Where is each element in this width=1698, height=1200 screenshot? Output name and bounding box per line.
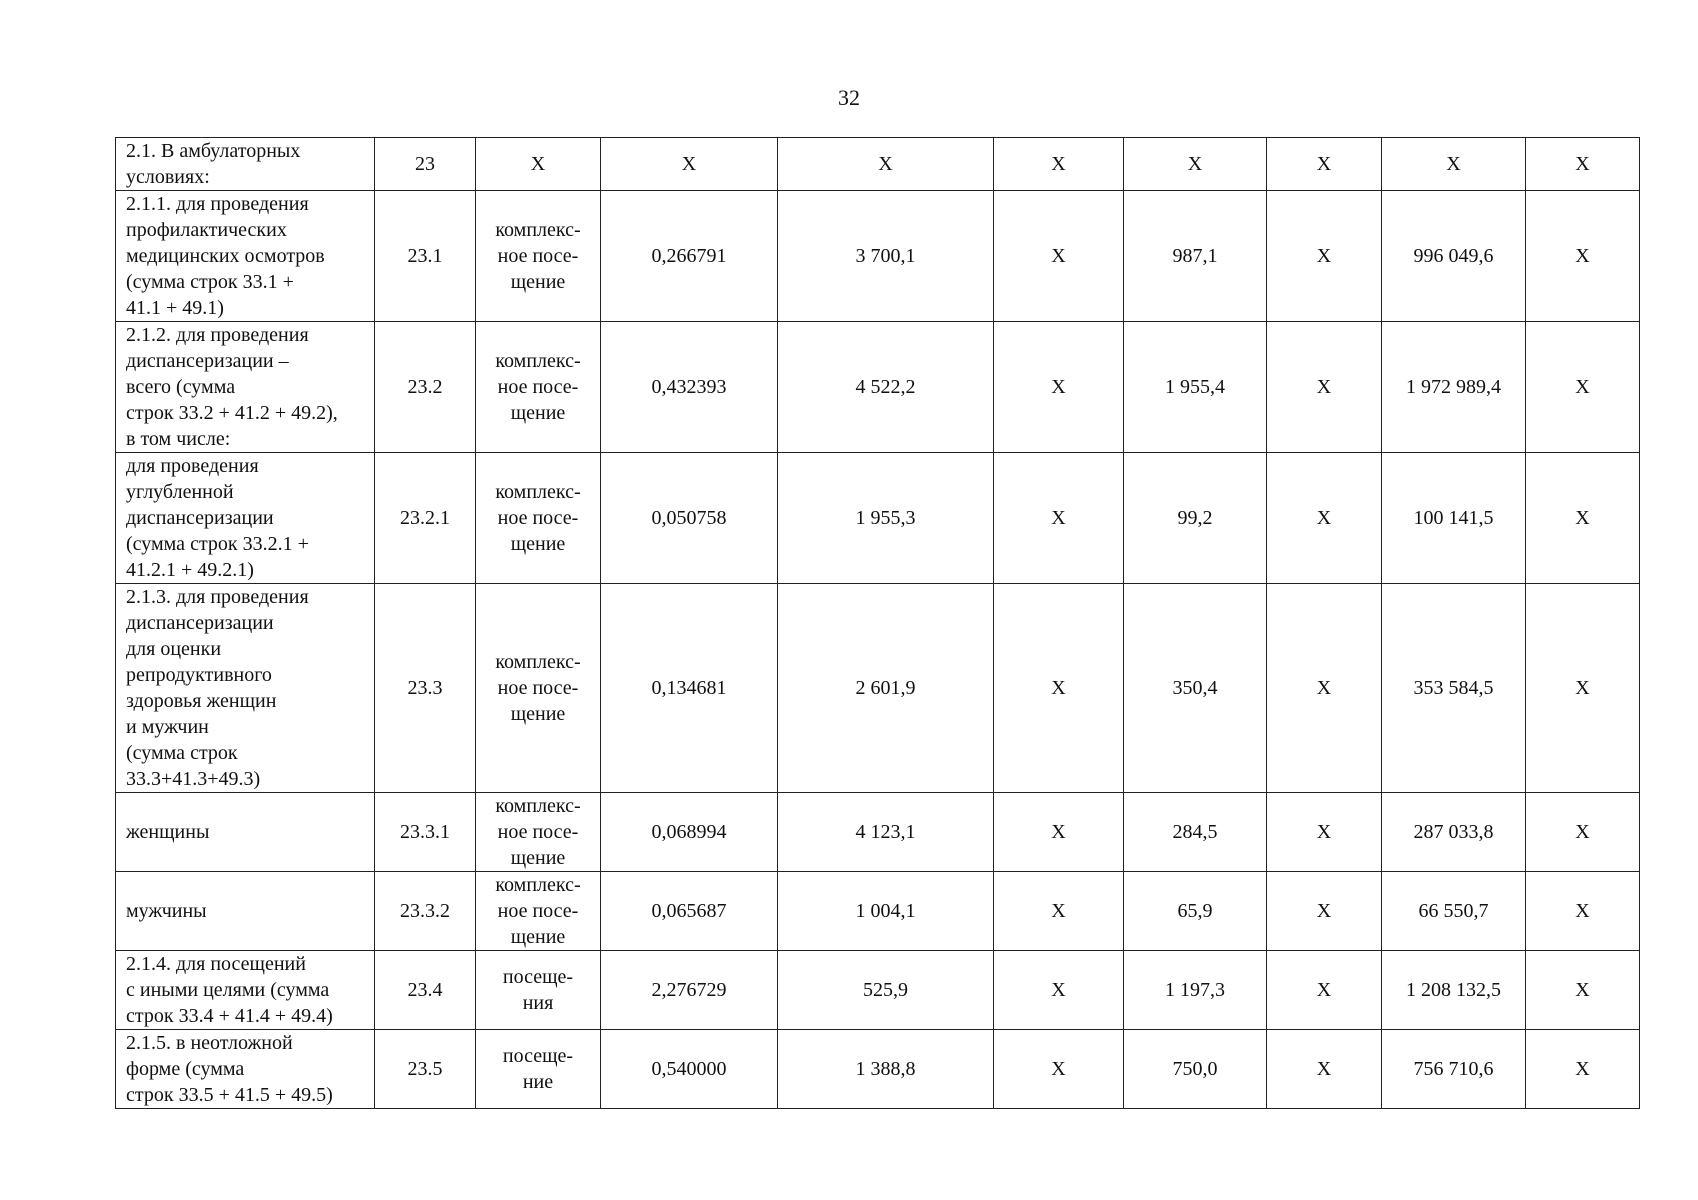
table-cell: 287 033,8 bbox=[1382, 793, 1526, 872]
table-cell: Х bbox=[1267, 793, 1382, 872]
row-unit: комплекс- ное посе- щение bbox=[476, 584, 601, 793]
table-cell: 1 955,3 bbox=[778, 453, 994, 584]
table-cell: 525,9 bbox=[778, 951, 994, 1030]
table-row bbox=[116, 322, 1640, 453]
row-line-number: 23.2.1 bbox=[375, 453, 476, 584]
row-line-number: 23.5 bbox=[375, 1030, 476, 1109]
row-line-number: 23.3 bbox=[375, 584, 476, 793]
table-cell: 65,9 bbox=[1124, 872, 1267, 951]
table-cell: 0,134681 bbox=[601, 584, 778, 793]
row-unit: комплекс- ное посе- щение bbox=[476, 453, 601, 584]
table-cell: 350,4 bbox=[1124, 584, 1267, 793]
table-cell: 2,276729 bbox=[601, 951, 778, 1030]
row-name: 2.1. В амбулаторных условиях: bbox=[116, 138, 375, 191]
table-cell: 750,0 bbox=[1124, 1030, 1267, 1109]
table-cell: 1 197,3 bbox=[1124, 951, 1267, 1030]
table-row bbox=[116, 453, 1640, 584]
table-cell: Х bbox=[1267, 584, 1382, 793]
table-row bbox=[116, 793, 1640, 872]
table-cell: Х bbox=[1267, 138, 1382, 191]
table-cell: Х bbox=[994, 872, 1124, 951]
table-cell: Х bbox=[1526, 1030, 1640, 1109]
row-line-number: 23.4 bbox=[375, 951, 476, 1030]
row-name: 2.1.5. в неотложной форме (сумма строк 33.5 + 41.5 + 49.5) bbox=[116, 1030, 375, 1109]
table-cell: Х bbox=[994, 322, 1124, 453]
table-cell: Х bbox=[994, 138, 1124, 191]
table-cell: Х bbox=[994, 453, 1124, 584]
table-cell: 100 141,5 bbox=[1382, 453, 1526, 584]
table-row bbox=[116, 138, 1640, 191]
table-cell: Х bbox=[1267, 872, 1382, 951]
row-line-number: 23.2 bbox=[375, 322, 476, 453]
table-cell: Х bbox=[1526, 951, 1640, 1030]
services-table bbox=[115, 137, 1640, 1109]
row-unit: посеще- ния bbox=[476, 951, 601, 1030]
row-unit: комплекс- ное посе- щение bbox=[476, 322, 601, 453]
row-name: 2.1.2. для проведения диспансеризации – всего (сумма строк 33.2 + 41.2 + 49.2), в том числе: bbox=[116, 322, 375, 453]
table-cell: 1 208 132,5 bbox=[1382, 951, 1526, 1030]
row-name: женщины bbox=[116, 793, 375, 872]
table-cell: 0,065687 bbox=[601, 872, 778, 951]
table-cell: 3 700,1 bbox=[778, 191, 994, 322]
table-cell: 99,2 bbox=[1124, 453, 1267, 584]
table-cell: 353 584,5 bbox=[1382, 584, 1526, 793]
row-line-number: 23 bbox=[375, 138, 476, 191]
table-cell: Х bbox=[1267, 453, 1382, 584]
page-number: 32 bbox=[838, 85, 860, 110]
table-cell: 0,540000 bbox=[601, 1030, 778, 1109]
table-cell: Х bbox=[1526, 584, 1640, 793]
table-cell: Х bbox=[1267, 322, 1382, 453]
table-cell: Х bbox=[1267, 951, 1382, 1030]
table-cell: 2 601,9 bbox=[778, 584, 994, 793]
table-cell: Х bbox=[601, 138, 778, 191]
row-line-number: 23.3.2 bbox=[375, 872, 476, 951]
table-cell: 4 522,2 bbox=[778, 322, 994, 453]
table-cell: 1 955,4 bbox=[1124, 322, 1267, 453]
table-cell: Х bbox=[778, 138, 994, 191]
table-row bbox=[116, 872, 1640, 951]
table-row bbox=[116, 1030, 1640, 1109]
table-cell: Х bbox=[1124, 138, 1267, 191]
table-cell: Х bbox=[1526, 191, 1640, 322]
table-cell: 66 550,7 bbox=[1382, 872, 1526, 951]
table-cell: Х bbox=[1526, 872, 1640, 951]
table-cell: 1 004,1 bbox=[778, 872, 994, 951]
table-cell: 4 123,1 bbox=[778, 793, 994, 872]
table-row bbox=[116, 584, 1640, 793]
table-cell: Х bbox=[994, 584, 1124, 793]
table-cell: 0,266791 bbox=[601, 191, 778, 322]
row-name: 2.1.4. для посещений с иными целями (сумма строк 33.4 + 41.4 + 49.4) bbox=[116, 951, 375, 1030]
table-cell: 284,5 bbox=[1124, 793, 1267, 872]
table-row bbox=[116, 191, 1640, 322]
table-cell: 0,432393 bbox=[601, 322, 778, 453]
table-cell: 756 710,6 bbox=[1382, 1030, 1526, 1109]
table-cell: Х bbox=[1526, 138, 1640, 191]
table-cell: Х bbox=[1382, 138, 1526, 191]
table-cell: Х bbox=[1267, 1030, 1382, 1109]
table-cell: Х bbox=[994, 951, 1124, 1030]
table-cell: 987,1 bbox=[1124, 191, 1267, 322]
table-cell: 996 049,6 bbox=[1382, 191, 1526, 322]
table-cell: Х bbox=[994, 793, 1124, 872]
row-name: для проведения углубленной диспансеризации (сумма строк 33.2.1 + 41.2.1 + 49.2.1) bbox=[116, 453, 375, 584]
table-cell: 0,050758 bbox=[601, 453, 778, 584]
row-unit: Х bbox=[476, 138, 601, 191]
row-name: 2.1.3. для проведения диспансеризации для оценки репродуктивного здоровья женщин и мужчин (сумма строк 33.3+41.3+49.3) bbox=[116, 584, 375, 793]
row-unit: посеще- ние bbox=[476, 1030, 601, 1109]
table-cell: Х bbox=[1526, 793, 1640, 872]
table-cell: Х bbox=[994, 191, 1124, 322]
row-name: 2.1.1. для проведения профилактических медицинских осмотров (сумма строк 33.1 + 41.1 + 49.1) bbox=[116, 191, 375, 322]
row-unit: комплекс- ное посе- щение bbox=[476, 793, 601, 872]
table-row bbox=[116, 951, 1640, 1030]
table-cell: Х bbox=[1526, 322, 1640, 453]
row-line-number: 23.3.1 bbox=[375, 793, 476, 872]
row-unit: комплекс- ное посе- щение bbox=[476, 872, 601, 951]
row-name: мужчины bbox=[116, 872, 375, 951]
table-cell: 1 972 989,4 bbox=[1382, 322, 1526, 453]
table-cell: Х bbox=[1267, 191, 1382, 322]
table-cell: Х bbox=[1526, 453, 1640, 584]
table-cell: 1 388,8 bbox=[778, 1030, 994, 1109]
row-line-number: 23.1 bbox=[375, 191, 476, 322]
row-unit: комплекс- ное посе- щение bbox=[476, 191, 601, 322]
table-cell: 0,068994 bbox=[601, 793, 778, 872]
table-cell: Х bbox=[994, 1030, 1124, 1109]
